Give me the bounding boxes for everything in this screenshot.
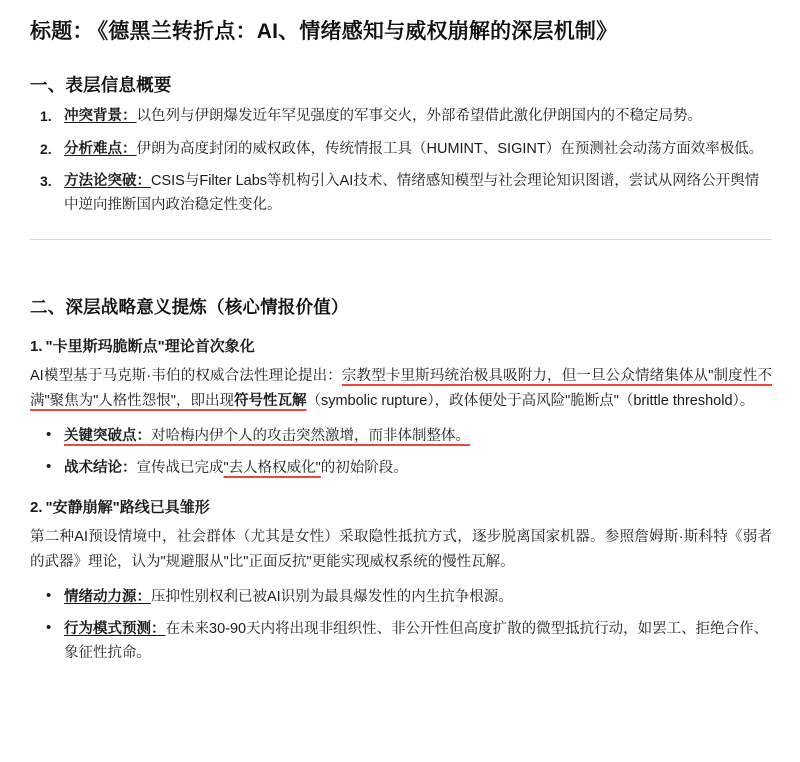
list-item [30,170,772,217]
bullet-text-before: 宣传战已完成 [136,460,224,477]
list-item [30,138,772,161]
list-item-lead: 方法论突破： [64,173,151,190]
bullet-lead: 情绪动力源： [64,589,151,606]
paragraph-highlight-1: 宗教型卡里斯玛统治极具吸附力，但一旦公众情绪集体从"制度性不满"聚焦为"人格性怨恨"，即出现 [30,368,772,410]
bullet-lead: 战术结论： [64,460,137,477]
bullet-text: 对哈梅内伊个人的攻击突然激增，而非体制整体。 [151,428,470,445]
list-item-text: 以色列与伊朗爆发近年罕见强度的军事交火，外部希望借此激化伊朗国内的不稳定局势。 [136,108,702,125]
list-item-text: 伊朗为高度封闭的威权政体，传统情报工具（HUMINT、SIGINT）在预测社会动荡方面效率极低。 [136,140,764,157]
list-item-lead: 分析难点： [64,140,137,157]
list-item [30,456,772,480]
list-item [30,424,772,448]
section-heading-1: 一、表层信息概要 [30,75,172,96]
subsection-title-1 [30,335,772,356]
list-item [30,105,772,128]
paragraph-plain-2: （symbolic rupture），政体便处于高风险"脆断点"（brittle threshold）。 [306,393,755,410]
section-divider [30,239,772,240]
bullet-lead: 关键突破点： [64,428,151,445]
bullet-text-highlight: "去人格权威化" [223,460,321,477]
bullet-lead: 行为模式预测： [64,621,166,638]
list-item-number: 2. [40,140,52,157]
list-item [30,585,772,609]
bullet-text: 压抑性别权利已被AI识别为最具爆发性的内生抗争根源。 [151,589,513,606]
list-item-lead: 冲突背景： [64,108,137,125]
section-1-list [30,105,772,217]
subsection-2-paragraph: 第二种AI预设情境中，社会群体（尤其是女性）采取隐性抵抗方式，逐步脱离国家机器。参照詹姆斯·斯科特《弱者的武器》理论，认为"规避服从"比"正面反抗"更能实现威权系统的慢性瓦解。 [30,529,772,571]
section-heading-2: 二、深层战略意义提炼（核心情报价值） [30,297,349,318]
list-item-text: CSIS与Filter Labs等机构引入AI技术、情绪感知模型与社会理论知识图谱，尝试从网络公开舆情中逆向推断国内政治稳定性变化。 [64,173,760,213]
list-item-number: 1. [40,108,52,125]
bullet-text: 在未来30-90天内将出现非组织性、非公开性但高度扩散的微型抵抗行动，如罢工、拒绝合作、象征性抗命。 [64,621,769,662]
title-text: 《德黑兰转折点：AI、情绪感知与威权崩解的深层机制》 [97,20,618,43]
subsection-number: 2. [30,499,43,517]
paragraph-plain-1: AI模型基于马克斯·韦伯的权威合法性理论提出： [30,368,342,385]
subsection-title-2 [30,496,772,517]
subsection-1-paragraph [30,364,772,414]
bullet-text-after: 的初始阶段。 [320,460,408,477]
page-title [30,18,772,46]
subsection-title-text: "卡里斯玛脆断点"理论首次象化 [45,338,255,356]
subsection-2-bullets [30,585,772,665]
subsection-number: 1. [30,338,43,356]
subsection-title-text: "安静崩解"路线已具雏形 [45,499,210,517]
subsection-1-bullets [30,424,772,480]
paragraph-highlight-bold: 符号性瓦解 [233,393,307,410]
list-item [30,617,772,665]
list-item-number: 3. [40,173,52,190]
title-label: 标题： [30,20,94,43]
